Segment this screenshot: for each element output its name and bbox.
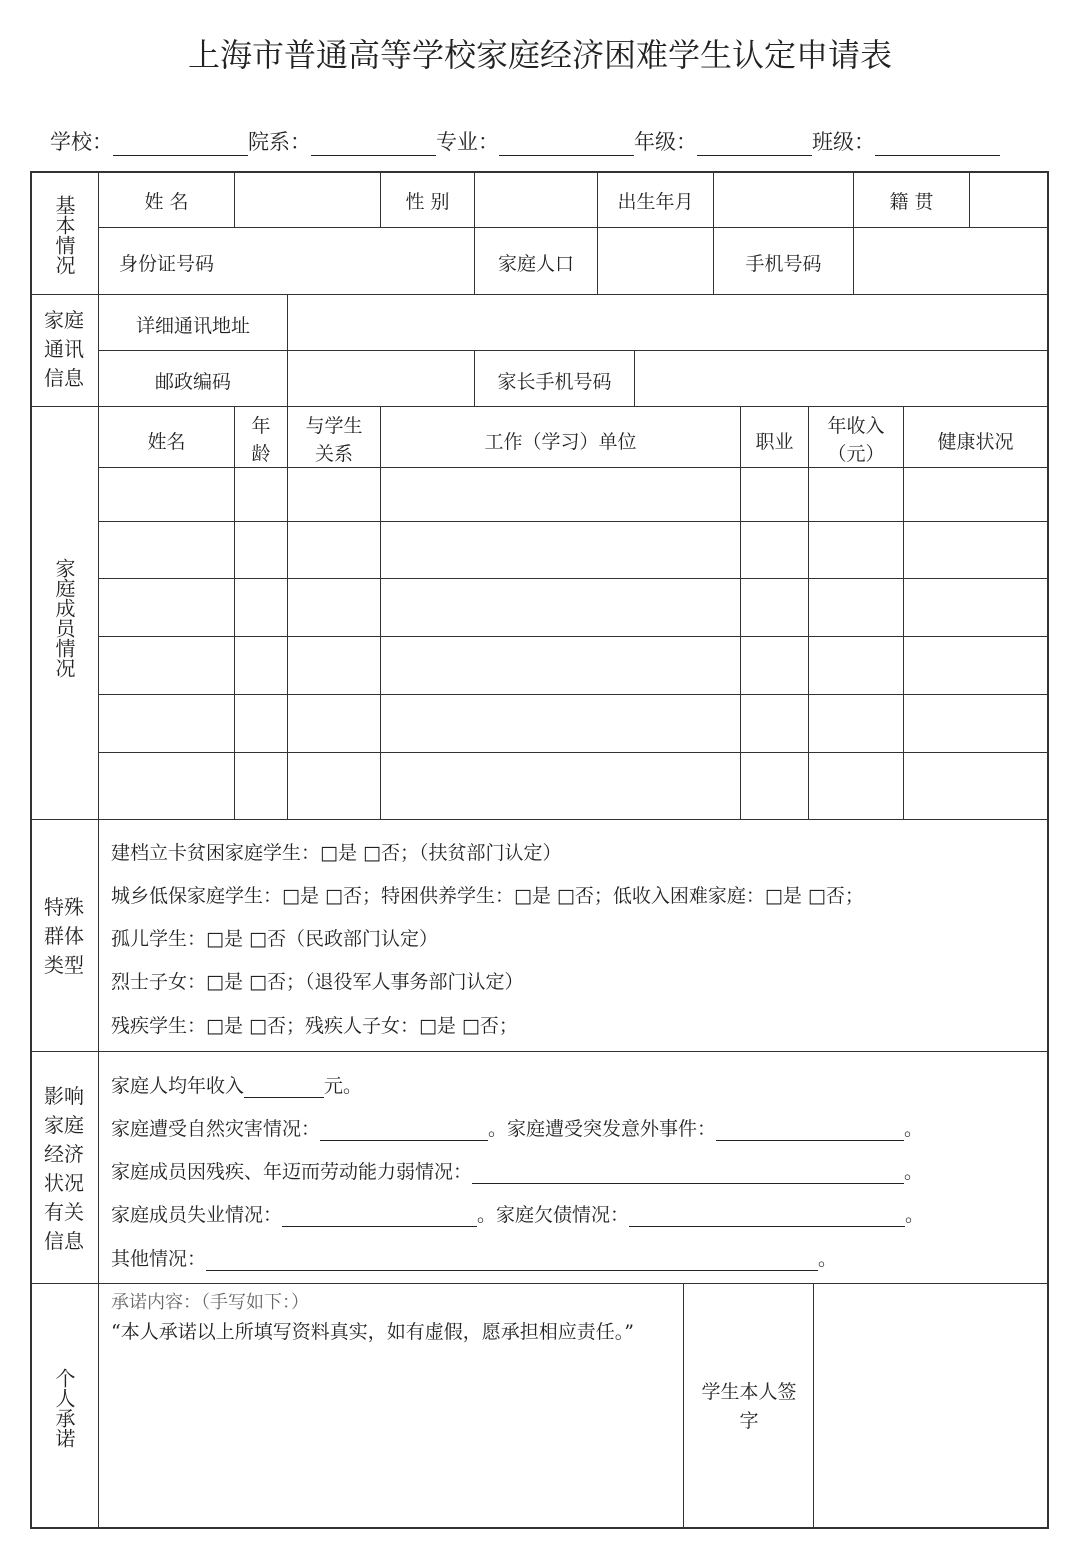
member-income-header: 年收入 （元） [827, 415, 885, 465]
economic-line-5 [111, 1244, 837, 1271]
income-blank[interactable] [244, 1079, 324, 1098]
pledge-content: “本人承诺以上所填写资料真实，如有虚假，愿承担相应责任。” [111, 1321, 634, 1343]
debt-label: 。家庭欠债情况： [477, 1204, 630, 1226]
other-blank[interactable] [206, 1252, 818, 1271]
disaster-blank[interactable] [320, 1122, 488, 1141]
special-line-1: 建档立卡贫困家庭学生：□是 □否；（扶贫部门认定） [111, 842, 562, 864]
illness-blank[interactable] [472, 1165, 904, 1184]
signature-box[interactable] [814, 1284, 1047, 1527]
special-line-4: 烈士子女：□是 □否；（退役军人事务部门认定） [111, 971, 524, 993]
special-line-5: 残疾学生：□是 □否；残疾人子女：□是 □否； [111, 1015, 518, 1037]
family-size-label: 家庭人口 [497, 253, 574, 275]
gender-label: 性 别 [405, 191, 450, 213]
member-occupation-header: 职业 [755, 431, 794, 453]
period-1: 。 [904, 1118, 924, 1140]
id-number-label: 身份证号码 [118, 253, 214, 275]
section-pledge: 个人承诺 [52, 1368, 76, 1448]
special-line-2: 城乡低保家庭学生：□是 □否；特困供养学生：□是 □否；低收入困难家庭：□是 □否； [111, 885, 864, 907]
economic-line-4 [111, 1200, 924, 1227]
member-name-header: 姓名 [147, 431, 186, 453]
economic-line-3 [111, 1157, 923, 1184]
native-label: 籍 贯 [889, 191, 934, 213]
school-label: 学校： [50, 130, 113, 154]
section-members: 家庭成员情况 [52, 558, 76, 678]
department-blank[interactable] [311, 133, 436, 156]
economic-line-1 [111, 1071, 362, 1098]
income-unit: 元。 [324, 1075, 363, 1097]
name-label: 姓 名 [144, 191, 189, 213]
grade-label: 年级： [634, 130, 697, 154]
section-basic: 基本情况 [52, 195, 76, 275]
phone-label: 手机号码 [745, 253, 822, 275]
class-blank[interactable] [875, 133, 1000, 156]
debt-blank[interactable] [629, 1208, 905, 1227]
section-special: 特殊 群体 类型 [44, 895, 84, 977]
illness-label: 家庭成员因残疾、年迈而劳动能力弱情况： [111, 1161, 473, 1183]
disaster-label: 家庭遭受自然灾害情况： [111, 1118, 321, 1140]
major-label: 专业： [436, 130, 499, 154]
signature-label: 学生本人签字 [701, 1381, 797, 1432]
unemployment-blank[interactable] [282, 1208, 477, 1227]
accident-label: 。家庭遭受突发意外事件： [488, 1118, 717, 1140]
member-age-header: 年 龄 [251, 415, 271, 465]
grade-blank[interactable] [697, 133, 812, 156]
header-info-line [50, 126, 1000, 156]
unemployment-label: 家庭成员失业情况： [111, 1204, 283, 1226]
birth-label: 出生年月 [617, 191, 694, 213]
income-label: 家庭人均年收入 [111, 1075, 245, 1097]
class-label: 班级： [812, 130, 875, 154]
period-4: 。 [818, 1248, 838, 1270]
section-economic: 影响 家庭 经济 状况 有关 信息 [44, 1084, 84, 1253]
member-relation-header: 与学生 关系 [305, 415, 363, 465]
member-workplace-header: 工作（学习）单位 [484, 431, 637, 453]
period-3: 。 [905, 1204, 925, 1226]
member-health-header: 健康状况 [937, 431, 1014, 453]
department-label: 院系： [248, 130, 311, 154]
parent-phone-label: 家长手机号码 [497, 371, 612, 393]
pledge-content-label: 承诺内容：（手写如下：） [111, 1292, 309, 1313]
school-blank[interactable] [113, 133, 248, 156]
page-title: 上海市普通高等学校家庭经济困难学生认定申请表 [187, 36, 892, 74]
postcode-label: 邮政编码 [154, 371, 231, 393]
economic-line-2 [111, 1114, 923, 1141]
section-contact: 家庭 通讯 信息 [44, 308, 84, 390]
address-label: 详细通讯地址 [135, 315, 250, 337]
special-line-3: 孤儿学生：□是 □否（民政部门认定） [111, 928, 438, 950]
period-2: 。 [904, 1161, 924, 1183]
accident-blank[interactable] [716, 1122, 904, 1141]
major-blank[interactable] [499, 133, 634, 156]
other-label: 其他情况： [111, 1248, 207, 1270]
